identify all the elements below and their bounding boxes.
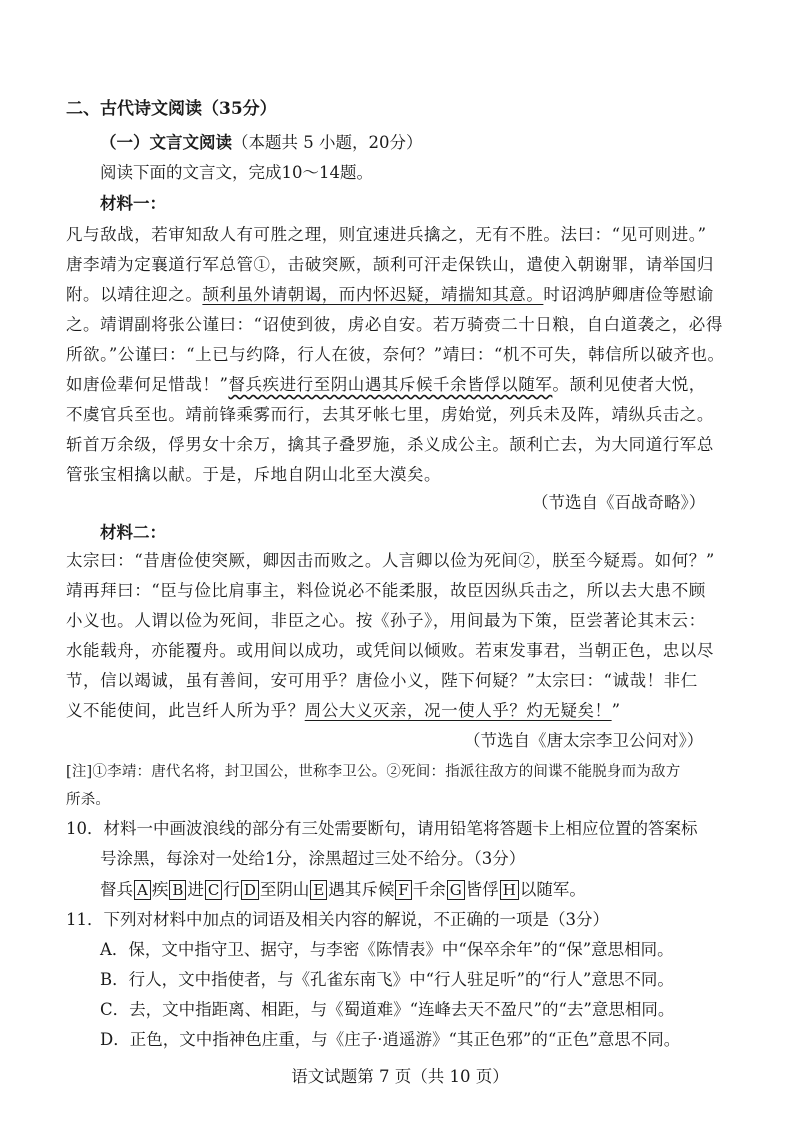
material1-source: （节选自《百战奇略》） (532, 493, 706, 512)
material1-line: 斩首万余级，俘男女十余万，擒其子叠罗施，杀义成公主。颉利亡去，为大同道行军总 (66, 435, 714, 454)
answer-box-h[interactable]: H (500, 880, 519, 900)
subsection-heading (100, 132, 422, 154)
question-10-stem: 号涂黑，每涂对一处给1分，涂黑超过三处不给分。（3分） (100, 849, 526, 868)
subsection-label: （一）文言文阅读 (100, 133, 232, 152)
passage-segment: 行 (223, 880, 240, 899)
answer-box-a[interactable]: A (134, 880, 151, 900)
material1-line: 所欲。”公谨曰：“上已与约降，行人在彼，奈何？”靖曰：“机不可失，韩信所以破齐也。 (66, 345, 725, 364)
material2-text: 义不能使间，此岂纤人所为乎？ (66, 701, 305, 720)
question-11-option-b[interactable]: B．行人，文中指使者，与《孔雀东南飞》中“行人驻足听”的“行人”意思不同。 (100, 970, 674, 989)
passage-segment: 至阴山 (259, 880, 310, 899)
material2-line: 靖再拜曰：“臣与俭比肩事主，料俭说必不能柔服，故臣因纵兵击之，所以去大患不顾 (66, 581, 706, 600)
material1-line: 之。靖谓副将张公谨曰：“诏使到彼，虏必自安。若万骑赍二十日粮，自白道袭之，必得 (66, 315, 723, 334)
intro-text: 阅读下面的文言文，完成10～14题。 (100, 163, 373, 182)
underlined-sentence: 周公大义灭亲，况一使人乎？灼无疑矣！ (304, 701, 612, 720)
material1-text: 。颉利见使者大悦， (552, 375, 706, 394)
material2-line: 小义也。人谓以俭为死间，非臣之心。按《孙子》，用间最为下策，臣尝著论其末云： (66, 611, 706, 630)
material1-line: 管张宝相擒以献。于是，斥地自阴山北至大漠矣。 (66, 465, 442, 484)
passage-segment: 督兵 (100, 880, 133, 899)
question-11-option-c[interactable]: C．去，文中指距离、相距，与《蜀道难》“连峰去天不盈尺”的“去”意思相同。 (100, 1000, 675, 1019)
material2-text: ” (611, 701, 621, 720)
question-10-breakpoints (100, 879, 586, 901)
annotation-line: 所杀。 (66, 792, 111, 808)
question-11-stem: 11．下列对材料中加点的词语及相关内容的解说，不正确的一项是（3分） (66, 910, 609, 929)
subsection-info: （本题共 5 小题，20分） (232, 133, 423, 152)
answer-box-f[interactable]: F (395, 880, 411, 900)
material2-line: 节，信以竭诚，虽有善间，安可用乎？唐俭小义，陛下何疑？”太宗曰：“诚哉！非仁 (66, 671, 698, 690)
material1-text: 附。以靖往迎之。 (66, 285, 203, 304)
material1-text: 时诏鸿胪卿唐俭等慰谕 (543, 285, 714, 304)
question-11-option-d[interactable]: D．正色，文中指神色庄重，与《庄子·逍遥游》“其正色邪”的“正色”意思不同。 (100, 1030, 681, 1049)
page-footer: 语文试题第 7 页（共 10 页） (291, 1067, 509, 1086)
answer-box-d[interactable]: D (241, 880, 259, 900)
passage-segment: 疾 (151, 880, 169, 899)
passage-segment: 皆俘 (465, 880, 499, 899)
material1-line: 凡与敌战，若审知敌人有可胜之理，则宜速进兵擒之，无有不胜。法曰：“见可则进。” (66, 225, 707, 244)
material1-line: 唐李靖为定襄道行军总管①，击破突厥，颉利可汗走保铁山，遣使入朝谢罪，请举国归 (66, 255, 714, 274)
passage-segment: 进 (187, 880, 204, 899)
answer-box-e[interactable]: E (310, 880, 327, 900)
material1-text: 如唐俭辈何足惜哉！” (66, 375, 229, 394)
material2-label: 材料二： (100, 523, 166, 542)
question-11-option-a[interactable]: A．保，文中指守卫、据守，与李密《陈情表》中“保卒余年”的“保”意思相同。 (100, 940, 674, 959)
answer-box-g[interactable]: G (447, 880, 465, 900)
passage-segment: 遇其斥候 (328, 880, 395, 899)
answer-box-b[interactable]: B (169, 880, 186, 900)
material2-line (66, 700, 621, 722)
underlined-sentence: 颉利虽外请朝谒，而内怀迟疑，靖揣知其意。 (202, 285, 544, 304)
passage-segment: 以随军。 (519, 880, 586, 899)
question-10-stem: 10．材料一中画波浪线的部分有三处需要断句，请用铅笔将答题卡上相应位置的答案标 (66, 819, 698, 838)
material2-line: 水能载舟，亦能覆舟。或用间以成功，或凭间以倾败。若束发事君，当朝正色，忠以尽 (66, 641, 714, 660)
wavy-underlined-passage: 督兵疾进行至阴山遇其斥候千余皆俘以随军 (228, 375, 553, 394)
material1-line (66, 284, 714, 306)
material1-line: 不虞官兵至也。靖前锋乘雾而行，去其牙帐七里，虏始觉，列兵未及阵，靖纵兵击之。 (66, 405, 714, 424)
passage-segment: 千余 (412, 880, 446, 899)
material2-source: （节选自《唐太宗李卫公问对》） (464, 731, 704, 750)
material1-line (66, 374, 706, 396)
annotation-line: [注]①李靖：唐代名将，封卫国公，世称李卫公。②死间：指派往敌方的间谍不能脱身而为敌方 (66, 764, 681, 780)
material2-line: 太宗曰：“昔唐俭使突厥，卿因击而败之。人言卿以俭为死间②，朕至今疑焉。如何？” (66, 551, 715, 570)
answer-box-c[interactable]: C (205, 880, 222, 900)
section-title: 二、古代诗文阅读（35分） (66, 99, 277, 119)
material1-label: 材料一： (100, 194, 166, 213)
